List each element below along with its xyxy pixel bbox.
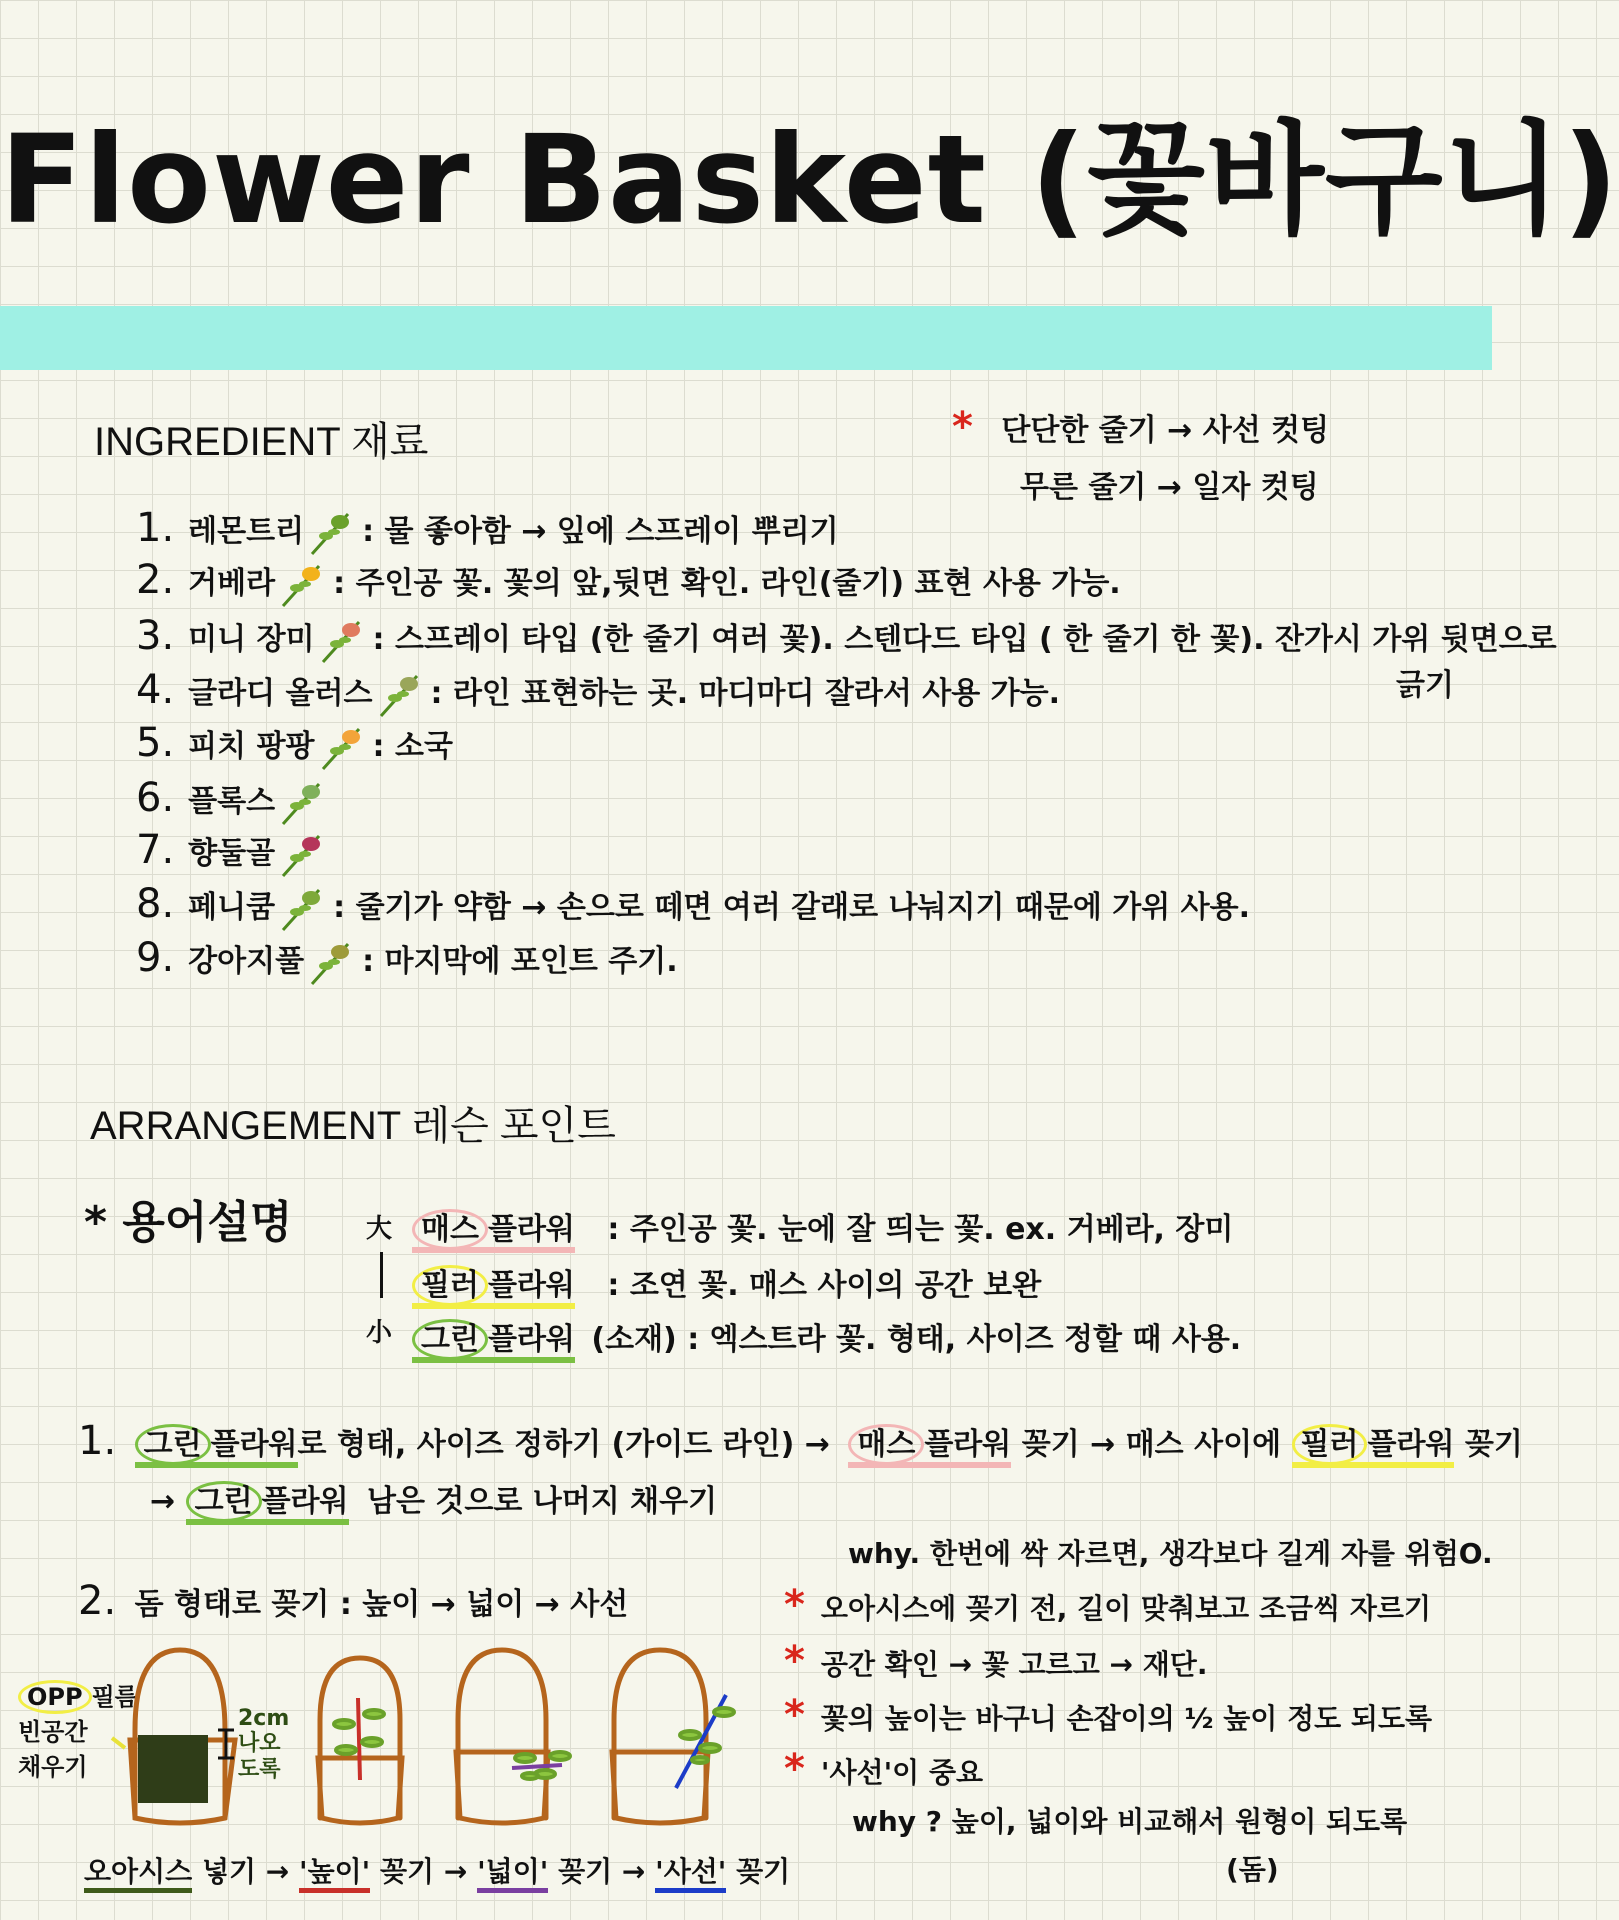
item-number: 9. — [136, 935, 175, 981]
term-mass: 매스 플라워 : 주인공 꽃. 눈에 잘 띄는 꽃. ex. 거베라, 장미 — [412, 1204, 1233, 1248]
asterisk-icon: * — [784, 1692, 805, 1738]
ingredient-item — [136, 775, 329, 828]
phlox-icon — [275, 778, 329, 828]
panicum-icon — [275, 884, 329, 934]
item-number: 6. — [136, 775, 175, 821]
step-1-continued: → 그린 플라워 남은 것으로 나머지 채우기 — [150, 1476, 717, 1520]
item-note: : 줄기가 약함 → 손으로 떼면 여러 갈래로 나눠지기 때문에 가위 사용. — [333, 890, 1251, 925]
mini-rose-icon — [315, 616, 369, 666]
oasis-block — [138, 1735, 208, 1803]
item-name: 강아지풀 — [188, 944, 305, 979]
sequence-line: 오아시스 넣기 → '높이' 꽂기 → '넓이' 꽂기 → '사선' 꽂기 — [84, 1850, 790, 1890]
item-note: : 라인 표현하는 곳. 마디마디 잘라서 사용 가능. — [430, 676, 1061, 711]
asterisk-icon: * — [952, 404, 973, 450]
basket-width — [456, 1650, 548, 1823]
page-title: Flower Basket (꽃바구니) — [0, 109, 1619, 251]
tip-item — [784, 1582, 1431, 1628]
asterisk-icon: * — [784, 1638, 805, 1684]
scale-big: 大 — [366, 1214, 393, 1244]
highlight-tape — [0, 306, 1492, 370]
item-note: : 스프레이 타입 (한 줄기 여러 꽃). 스텐다드 타입 ( 한 줄기 한 꽃). 잔가시 가위 뒷면으로 — [372, 622, 1557, 657]
terms-title: * 용어설명 — [84, 1197, 293, 1248]
opp-film-note: OPP 필름 빈공간 채우기 — [18, 1680, 138, 1784]
why-note-2: why ? 높이, 넓이와 비교해서 원형이 되도록 — [852, 1805, 1408, 1838]
item-number: 5. — [136, 720, 175, 766]
why-note-2-dome: (돔) — [1226, 1853, 1279, 1886]
ingredient-item — [136, 935, 678, 988]
stem-note-2: 무른 줄기 → 일자 컷팅 — [1020, 470, 1319, 505]
basket-illustrations — [0, 1640, 760, 1840]
item-number: 1. — [136, 505, 175, 551]
item-name: 미니 장미 — [188, 622, 315, 657]
ingredient-item — [136, 505, 839, 558]
ingredient-item — [136, 613, 1557, 666]
tip-text: 공간 확인 → 꽃 고르고 → 재단. — [820, 1648, 1208, 1681]
item-name: 레몬트리 — [188, 514, 305, 549]
tip-text: 오아시스에 꽂기 전, 길이 맞춰보고 조금씩 자르기 — [820, 1592, 1432, 1625]
tip-text: '사선'이 중요 — [820, 1756, 984, 1789]
item-number: 3. — [136, 613, 175, 659]
ingredient-item — [136, 557, 1121, 610]
arrangement-heading: ARRANGEMENT 레슨 포인트 — [90, 1104, 616, 1148]
item-note: : 주인공 꽃. 꽃의 앞,뒷면 확인. 라인(줄기) 표현 사용 가능. — [333, 566, 1121, 601]
overflow-note: 긁기 — [1396, 668, 1454, 703]
item-name: 글라디 올러스 — [188, 676, 373, 711]
item-number: 4. — [136, 667, 175, 713]
tip-item — [784, 1746, 983, 1792]
asterisk-icon: * — [784, 1582, 805, 1628]
foxtail-icon — [304, 938, 358, 988]
item-note: : 마지막에 포인트 주기. — [362, 944, 678, 979]
ingredient-item — [136, 881, 1250, 934]
tip-item — [784, 1692, 1432, 1738]
item-number: 2. — [136, 557, 175, 603]
scale-line — [380, 1252, 383, 1298]
gerbera-icon — [275, 560, 329, 610]
why-note-1: why. 한번에 싹 자르면, 생각보다 길게 자를 위험O. — [848, 1537, 1493, 1570]
item-number: 8. — [136, 881, 175, 927]
ingredient-heading: INGREDIENT 재료 — [94, 420, 429, 464]
term-filler: 필러 플라워 : 조연 꽃. 매스 사이의 공간 보완 — [412, 1260, 1041, 1304]
step-2: 2. 돔 형태로 꽂기 : 높이 → 넓이 → 사선 — [78, 1578, 629, 1624]
stem-note-1: * 단단한 줄기 → 사선 컷팅 — [952, 404, 1330, 450]
item-name: 플록스 — [188, 784, 276, 819]
cm-note: 2cm 나오 도록 — [238, 1706, 290, 1782]
term-green: 그린 플라워 (소재) : 엑스트라 꽃. 형태, 사이즈 정할 때 사용. — [412, 1314, 1241, 1358]
asterisk-icon: * — [784, 1746, 805, 1792]
item-name: 향둘골 — [188, 836, 276, 871]
ingredient-item — [136, 827, 329, 880]
peach-pangpang-icon — [315, 723, 369, 773]
step-1: 1. 그린 플라워로 형태, 사이즈 정하기 (가이드 라인) → 매스 플라워 꽂기 → 매스 사이에 필러 플라워 꽂기 — [78, 1418, 1523, 1464]
item-note: : 소국 — [372, 729, 453, 764]
item-number: 7. — [136, 827, 175, 873]
tip-text: 꽃의 높이는 바구니 손잡이의 ½ 높이 정도 되도록 — [820, 1702, 1433, 1735]
item-name: 피치 팡팡 — [188, 729, 315, 764]
item-name: 페니쿰 — [188, 890, 276, 925]
scale-small: 小 — [366, 1318, 393, 1348]
item-name: 거베라 — [188, 566, 276, 601]
ingredient-item — [136, 720, 453, 773]
hyangdulgol-icon — [275, 830, 329, 880]
item-note: : 물 좋아함 → 잎에 스프레이 뿌리기 — [362, 514, 839, 549]
gladiolus-icon — [373, 670, 427, 720]
ingredient-item — [136, 667, 1060, 720]
tip-item — [784, 1638, 1207, 1684]
lemon-tree-leaf-icon — [304, 508, 358, 558]
